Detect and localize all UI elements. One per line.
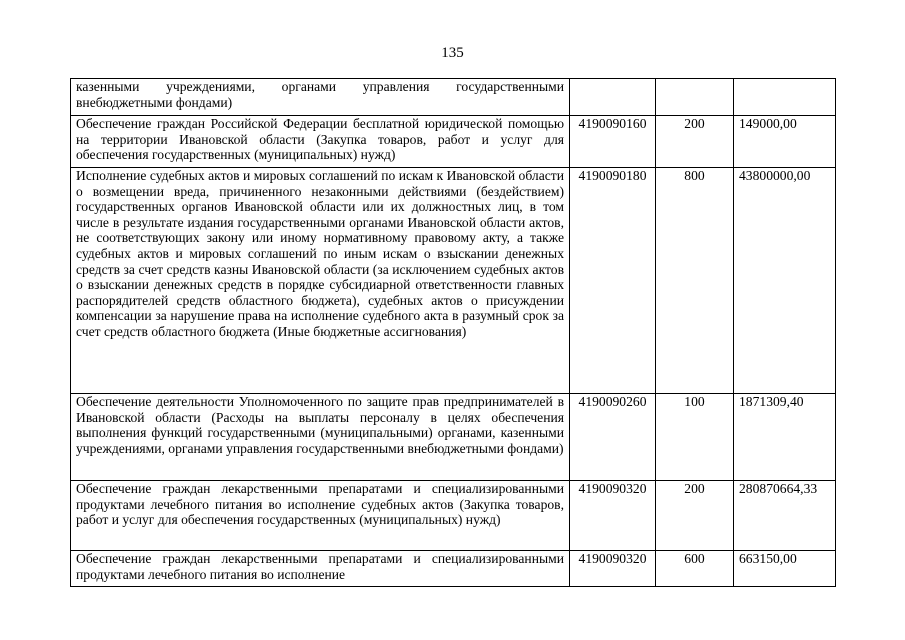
row-description: Исполнение судебных актов и мировых соглашений по искам к Ивановской области о возмещении вреда, причиненного незаконными действиями (бездействием) государственных органов Ивановской области или их должностных лиц, в том числе в результате издания государственными органами Ивановской области актов, не соответствующих закону или иному нормативному правовому акту, а также судебных актов и мировых соглашений по иным искам о взыскании денежных средств за счет средств казны Ивановской области (за исключением судебных актов о взыскании денежных средств в порядке субсидиарной ответственности главных распорядителей средств областного бюджета), судебных актов о присуждении компенсации за нарушение права на исполнение судебного акта в разумный срок за счет средств областного бюджета (Иные бюджетные ассигнования)	[71, 168, 570, 394]
row-target-code: 4190090160	[570, 116, 656, 168]
row-amount: 149000,00	[734, 116, 836, 168]
row-target-code: 4190090180	[570, 168, 656, 394]
row-target-code: 4190090320	[570, 551, 656, 587]
row-description: Обеспечение граждан Российской Федерации бесплатной юридической помощью на территории Ивановской области (Закупка товаров, работ и услуг для обеспечения государственных (муниципальных) нужд)	[71, 116, 570, 168]
row-expense-type: 800	[656, 168, 734, 394]
row-expense-type: 200	[656, 481, 734, 551]
row-description: Обеспечение граждан лекарственными препаратами и специализированными продуктами лечебного питания во исполнение судебных актов (Закупка товаров, работ и услуг для обеспечения государственных (муниципальных) нужд)	[71, 481, 570, 551]
row-target-code: 4190090260	[570, 394, 656, 481]
row-expense-type: 600	[656, 551, 734, 587]
row-amount	[734, 79, 836, 116]
budget-table	[70, 78, 836, 587]
row-description: казенными учреждениями, органами управления государственными внебюджетными фондами)	[71, 79, 570, 116]
row-description: Обеспечение деятельности Уполномоченного по защите прав предпринимателей в Ивановской области (Расходы на выплаты персоналу в целях обеспечения выполнения функций государственными (муниципальными) органами, казенными учреждениями, органами управления государственными внебюджетными фондами)	[71, 394, 570, 481]
row-expense-type: 100	[656, 394, 734, 481]
row-amount: 663150,00	[734, 551, 836, 587]
row-amount: 1871309,40	[734, 394, 836, 481]
table-row	[71, 551, 836, 587]
page-number: 135	[441, 45, 464, 61]
table-row	[71, 168, 836, 394]
table-row	[71, 394, 836, 481]
row-target-code	[570, 79, 656, 116]
table-row	[71, 481, 836, 551]
row-expense-type: 200	[656, 116, 734, 168]
row-target-code: 4190090320	[570, 481, 656, 551]
row-amount: 280870664,33	[734, 481, 836, 551]
row-description: Обеспечение граждан лекарственными препаратами и специализированными продуктами лечебного питания во исполнение	[71, 551, 570, 587]
row-expense-type	[656, 79, 734, 116]
table-row	[71, 116, 836, 168]
table-row	[71, 79, 836, 116]
row-amount: 43800000,00	[734, 168, 836, 394]
